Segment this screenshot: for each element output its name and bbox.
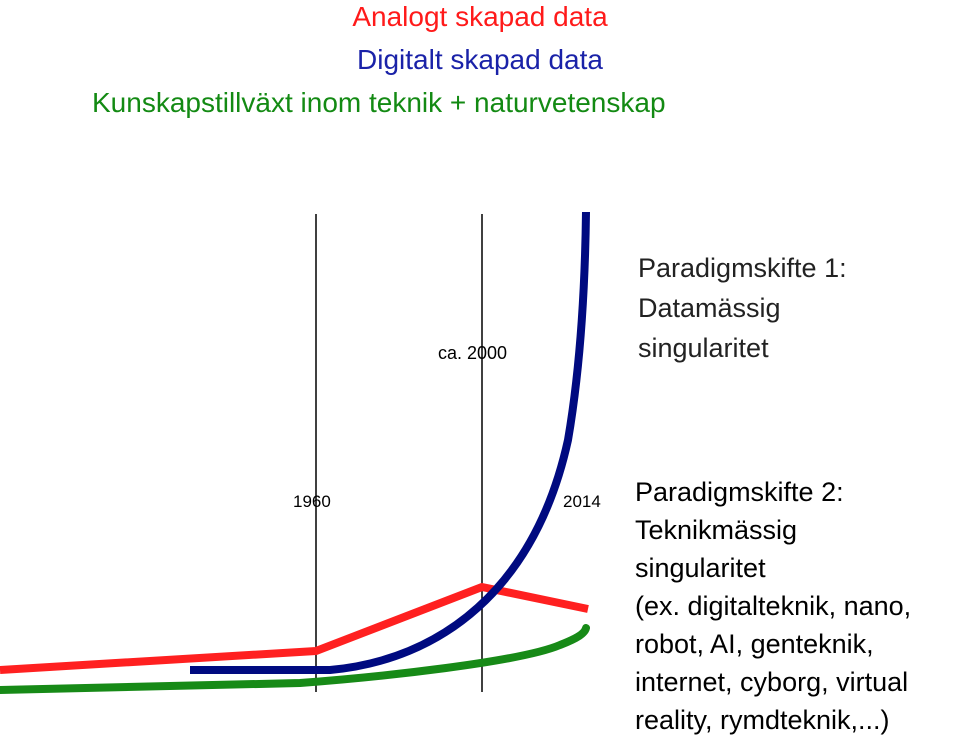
digital-curve <box>190 212 586 670</box>
paradigm-shift-1-text <box>638 248 847 368</box>
paradigm2-line: singularitet <box>635 553 766 583</box>
paradigm2-line: robot, AI, genteknik, <box>635 629 874 659</box>
paradigm2-line: internet, cyborg, virtual <box>635 667 909 697</box>
paradigm-shift-2-text <box>635 473 911 739</box>
paradigm2-line: Teknikmässig <box>635 515 798 545</box>
paradigm2-line: Paradigmskifte 2: <box>635 477 844 507</box>
title-analog-data: Analogt skapad data <box>352 1 608 32</box>
paradigm1-line: Paradigmskifte 1: <box>638 253 847 283</box>
label-ca-2000: ca. 2000 <box>438 343 508 363</box>
paradigm1-line: singularitet <box>638 333 769 363</box>
paradigm2-line: (ex. digitalteknik, nano, <box>635 591 912 621</box>
knowledge-curve <box>0 628 586 690</box>
label-year-1960: 1960 <box>293 492 331 511</box>
paradigm1-line: Datamässig <box>638 293 781 323</box>
label-year-2014: 2014 <box>563 492 601 511</box>
paradigm2-line: reality, rymdteknik,...) <box>635 705 890 735</box>
title-knowledge-growth: Kunskapstillväxt inom teknik + naturvetenskap <box>92 87 666 118</box>
title-digital-data: Digitalt skapad data <box>357 44 603 75</box>
